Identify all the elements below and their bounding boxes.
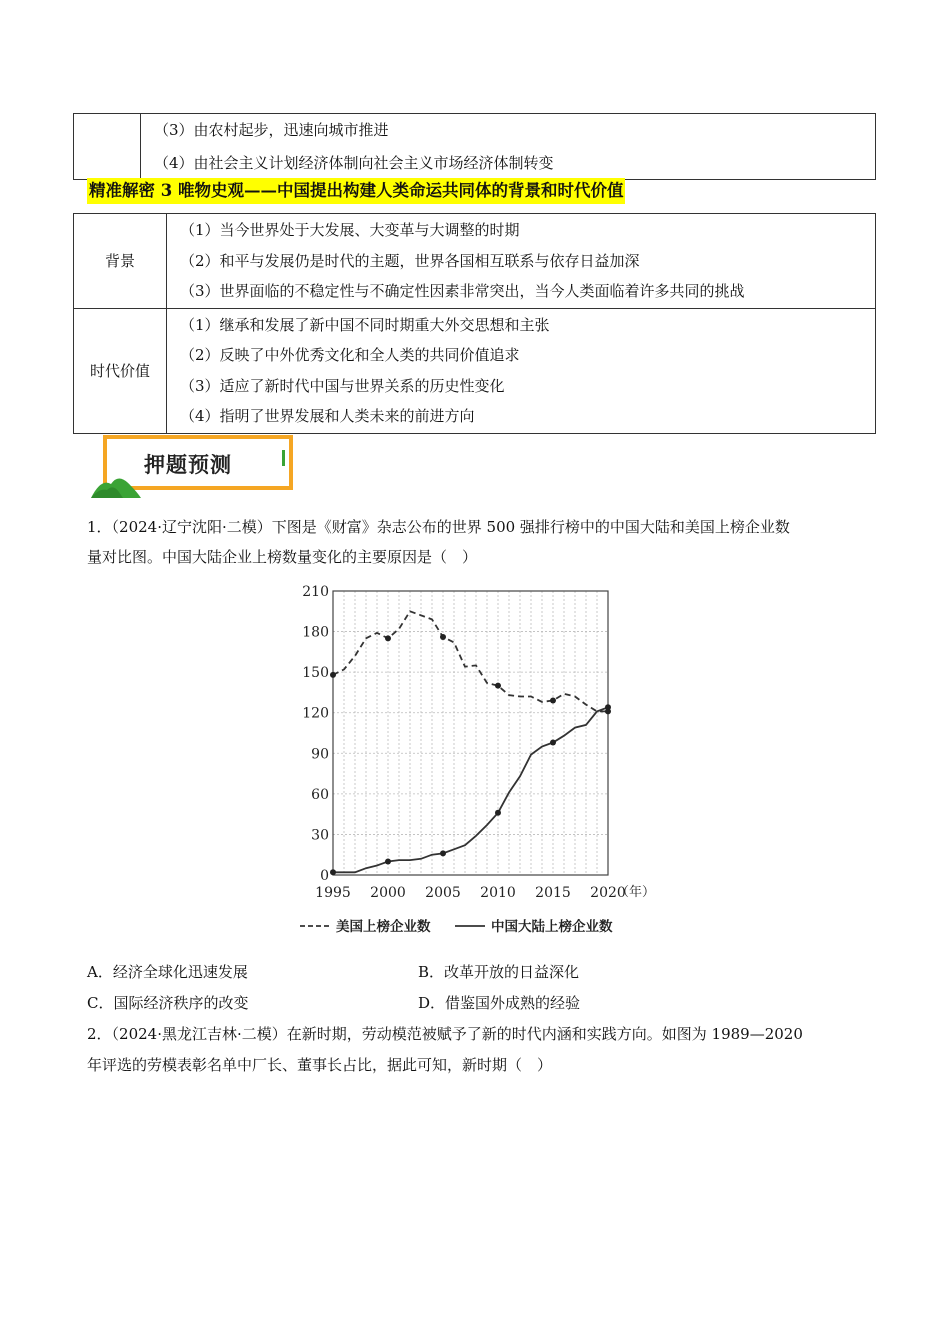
y-tick-label: 150 bbox=[302, 665, 329, 682]
table1-row bbox=[141, 147, 876, 180]
value-item: （2）反映了中外优秀文化和全人类的共同价值追求 bbox=[180, 346, 520, 364]
value-item: （1）继承和发展了新中国不同时期重大外交思想和主张 bbox=[180, 315, 550, 334]
legend-label-us: 美国上榜企业数 bbox=[336, 919, 431, 935]
x-tick-label: 2005 bbox=[425, 885, 461, 901]
data-point-china bbox=[605, 704, 611, 710]
option-a[interactable]: A．经济全球化迅速发展 bbox=[87, 963, 248, 981]
y-tick-label: 0 bbox=[320, 868, 329, 884]
community-table bbox=[73, 213, 876, 434]
background-item: （1）当今世界处于大发展、大变革与大调整的时期 bbox=[180, 221, 520, 239]
background-items bbox=[167, 214, 876, 309]
data-point-china bbox=[440, 850, 446, 856]
mountain-icon bbox=[89, 470, 149, 500]
series-line-us bbox=[333, 611, 608, 711]
y-tick-label: 210 bbox=[302, 584, 329, 600]
data-point-china bbox=[385, 858, 391, 864]
section-heading: 精准解密 3 唯物史观——中国提出构建人类命运共同体的背景和时代价值 bbox=[87, 178, 625, 204]
option-d[interactable]: D．借鉴国外成熟的经验 bbox=[418, 994, 581, 1012]
x-tick-label: 2010 bbox=[480, 885, 516, 901]
q2-line2: 年评选的劳模表彰名单中厂长、董事长占比，据此可知，新时期（ ） bbox=[87, 1056, 553, 1074]
data-point-china bbox=[495, 810, 501, 816]
table1-row-4: （4）由社会主义计划经济体制向社会主义市场经济体制转变 bbox=[154, 153, 554, 172]
y-tick-label: 120 bbox=[302, 705, 329, 722]
value-item: （3）适应了新时代中国与世界关系的历史性变化 bbox=[180, 376, 505, 395]
value-items bbox=[167, 308, 876, 433]
x-axis-label: （年） bbox=[616, 885, 656, 900]
x-tick-label: 2000 bbox=[370, 885, 406, 901]
fortune500-chart bbox=[290, 578, 680, 950]
reform-table bbox=[73, 113, 876, 180]
q1-line1: 1．（2024·辽宁沈阳·二模）下图是《财富》杂志公布的世界 500 强排行榜中的中国大陆和美国上榜企业数 bbox=[87, 518, 790, 536]
table1-left-cell bbox=[74, 114, 141, 180]
data-point-us bbox=[385, 635, 391, 641]
series-line-china bbox=[333, 707, 608, 872]
table1-row-3: （3）由农村起步，迅速向城市推进 bbox=[154, 121, 389, 139]
x-tick-label: 2015 bbox=[535, 885, 571, 901]
legend-label-china: 中国大陆上榜企业数 bbox=[491, 919, 613, 935]
banner-title: 押题预测 bbox=[144, 453, 232, 477]
q2-line1: 2．（2024·黑龙江吉林·二模）在新时期，劳动模范被赋予了新的时代内涵和实践方向。如图为 1989—2020 bbox=[87, 1025, 803, 1043]
data-point-us bbox=[330, 672, 336, 678]
background-item: （2）和平与发展仍是时代的主题，世界各国相互联系与依存日益加深 bbox=[180, 251, 640, 270]
option-b[interactable]: B．改革开放的日益深化 bbox=[418, 963, 580, 981]
prediction-banner bbox=[89, 432, 299, 498]
y-tick-label: 90 bbox=[311, 746, 329, 763]
data-point-china bbox=[550, 739, 556, 745]
value-item: （4）指明了世界发展和人类未来的前进方向 bbox=[180, 407, 475, 425]
data-point-us bbox=[440, 634, 446, 640]
background-label: 背景 bbox=[74, 214, 167, 309]
x-tick-label: 1995 bbox=[315, 885, 351, 901]
y-tick-label: 30 bbox=[311, 827, 329, 844]
q1-line2: 量对比图。中国大陆企业上榜数量变化的主要原因是（ ） bbox=[87, 548, 478, 566]
data-point-us bbox=[495, 683, 501, 689]
option-c[interactable]: C．国际经济秩序的改变 bbox=[87, 994, 249, 1012]
banner-accent-mark bbox=[282, 450, 285, 466]
table1-row bbox=[141, 114, 876, 147]
y-tick-label: 60 bbox=[311, 786, 329, 803]
value-label: 时代价值 bbox=[74, 308, 167, 433]
background-item: （3）世界面临的不稳定性与不确定性因素非常突出，当今人类面临着许多共同的挑战 bbox=[180, 282, 745, 300]
data-point-us bbox=[550, 698, 556, 704]
y-tick-label: 180 bbox=[302, 624, 329, 641]
x-tick-label: 2020 bbox=[590, 885, 626, 901]
data-point-china bbox=[330, 869, 336, 875]
